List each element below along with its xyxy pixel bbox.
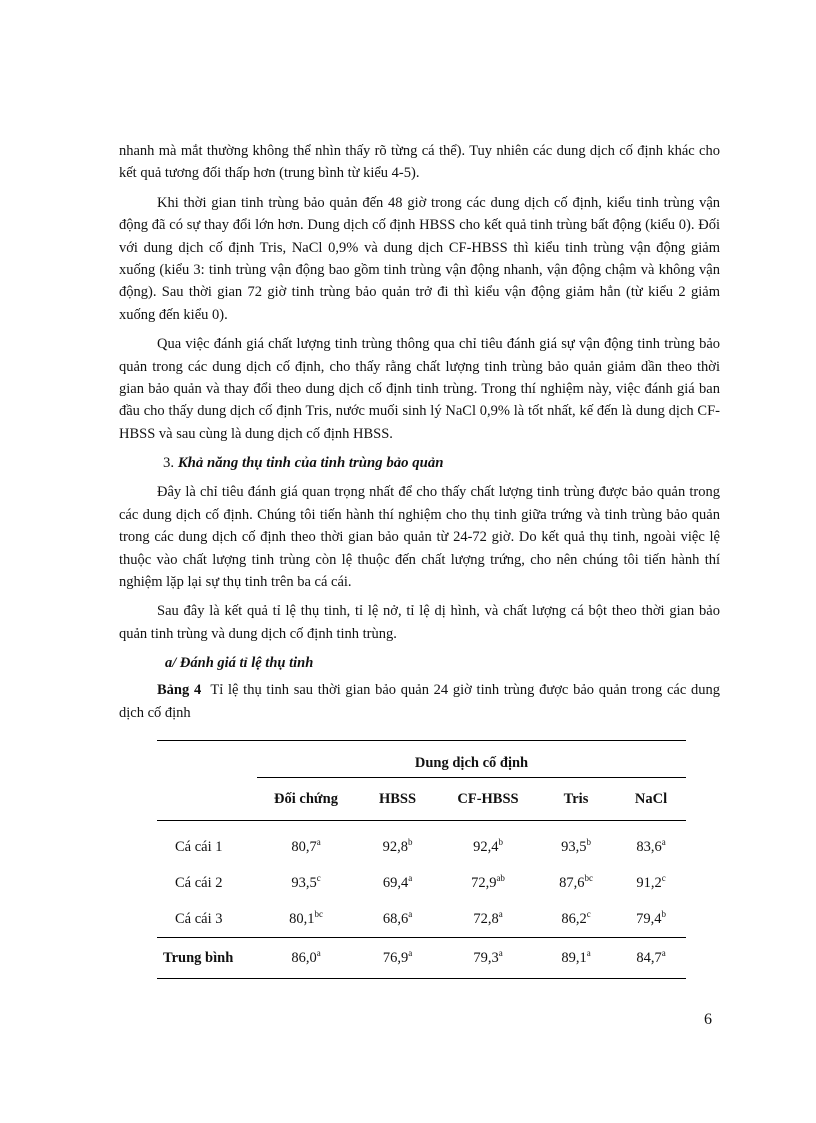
- table-cell: 86,0$^a$: [257, 938, 355, 979]
- column-header: CF-HBSS: [440, 778, 536, 821]
- table-cell: 69,4$^a$: [382, 872, 413, 891]
- column-header: Đối chứng: [257, 778, 355, 821]
- caption-text: Tỉ lệ thụ tinh sau thời gian bảo quản 24 giờ tinh trùng được bảo quản trong các dung dịch cố định: [119, 682, 720, 721]
- caption-label: Bảng 4: [157, 682, 202, 699]
- table-cell: 68,6$^a$: [382, 908, 413, 927]
- table-cell: 92,8$^b$: [382, 836, 413, 855]
- table-caption: [119, 679, 720, 724]
- table-cell: 79,4$^b$: [636, 908, 666, 927]
- column-header: NaCl: [616, 778, 686, 821]
- paragraph-5: Sau đây là kết quả tỉ lệ thụ tinh, tỉ lệ nở, tỉ lệ dị hình, và chất lượng cá bột theo thời gian bảo quản tinh trùng và dung dịch cố định tinh trùng.: [119, 603, 720, 642]
- column-header: HBSS: [355, 778, 440, 821]
- table-cell: 93,5$^c$: [291, 872, 321, 891]
- table-row-average: [157, 938, 686, 979]
- table-group-header: Dung dịch cố định: [257, 749, 686, 778]
- table-cell: 72,9$^{ab}$: [471, 872, 505, 891]
- section-number: 3.: [163, 455, 175, 472]
- table-cell: 83,6$^a$: [636, 836, 666, 855]
- page-number: 6: [704, 1011, 712, 1028]
- table-cell: 87,6$^{bc}$: [559, 872, 593, 891]
- fertilization-table: [157, 740, 686, 979]
- section-heading: [119, 452, 720, 474]
- table-cell: 86,2$^c$: [561, 908, 591, 927]
- paragraph-1: nhanh mà mắt thường không thể nhìn thấy rõ từng cá thể). Tuy nhiên các dung dịch cố định khác cho kết quả tương đối thấp hơn (trung bình từ kiểu 4-5).: [119, 143, 720, 182]
- table-row: [157, 865, 686, 901]
- row-label: Cá cái 1: [175, 838, 223, 855]
- row-label: Trung bình: [157, 938, 257, 979]
- paragraph-4: Đây là chỉ tiêu đánh giá quan trọng nhất để cho thấy chất lượng tinh trùng được bảo quản trong các dung dịch cố định. Chúng tôi tiến hành thí nghiệm cho thụ tinh giữa trứng và tinh trùng bảo quản trong các dung dịch cố định theo thời gian bảo quản từ 24-72 giờ. Do kết quả thụ tinh, ngoài việc lệ thuộc vào chất lượng tinh trùng còn lệ thuộc đến chất lượng trứng, cho nên chúng tôi tiến hành thí nghiệm lặp lại sự thụ tinh trên ba cá cái.: [119, 484, 720, 590]
- table-cell: 92,4$^b$: [473, 836, 503, 855]
- table-row: [157, 821, 686, 866]
- table-cell: 80,7$^a$: [291, 836, 321, 855]
- table-cell: 80,1$^{bc}$: [289, 908, 323, 927]
- section-title: Khả năng thụ tinh của tinh trùng bảo quản: [177, 455, 444, 472]
- table-cell: 76,9$^a$: [355, 938, 440, 979]
- paragraph-2: Khi thời gian tinh trùng bảo quản đến 48 giờ trong các dung dịch cố định, kiểu tinh trùng vận động đã có sự thay đổi lớn hơn. Dung dịch cố định HBSS cho kết quả tinh trùng bất động (kiểu 0). Đối với dung dịch cố định Tris, NaCl 0,9% và dung dịch CF-HBSS thì kiểu tinh trùng vận động giảm xuống (kiểu 3: tinh trùng vận động bao gồm tinh trùng vận động nhanh, vận động chậm và không vận động). Sau thời gian 72 giờ tinh trùng bảo quản trở đi thì kiểu vận động giảm hẳn (từ kiểu 2 giảm xuống đến kiểu 0).: [119, 194, 720, 323]
- table-cell: 72,8$^a$: [473, 908, 503, 927]
- table-cell: 84,7$^a$: [616, 938, 686, 979]
- subsection-heading: a/ Đánh giá tỉ lệ thụ tinh: [165, 655, 314, 672]
- column-header: Tris: [536, 778, 616, 821]
- table-cell: 93,5$^b$: [561, 836, 591, 855]
- table-cell: 89,1$^a$: [536, 938, 616, 979]
- table-cell: 91,2$^c$: [636, 872, 666, 891]
- row-label: Cá cái 2: [175, 874, 223, 891]
- table-cell: 79,3$^a$: [440, 938, 536, 979]
- page-body: [119, 140, 720, 724]
- table-row: [157, 901, 686, 938]
- row-label: Cá cái 3: [175, 910, 223, 927]
- table-header-row: [157, 778, 686, 821]
- paragraph-3: Qua việc đánh giá chất lượng tinh trùng thông qua chỉ tiêu đánh giá sự vận động tinh trùng bảo quản trong các dung dịch cố định, cho thấy rằng chất lượng tinh trùng bảo quản giảm dần theo thời gian bảo quản và thay đổi theo dung dịch cố định tinh trùng. Trong thí nghiệm này, việc đánh giá ban đầu cho thấy dung dịch cố định Tris, nước muối sinh lý NaCl 0,9% là tốt nhất, kế đến là dung dịch CF-HBSS và sau cùng là dung dịch cố định HBSS.: [119, 336, 720, 442]
